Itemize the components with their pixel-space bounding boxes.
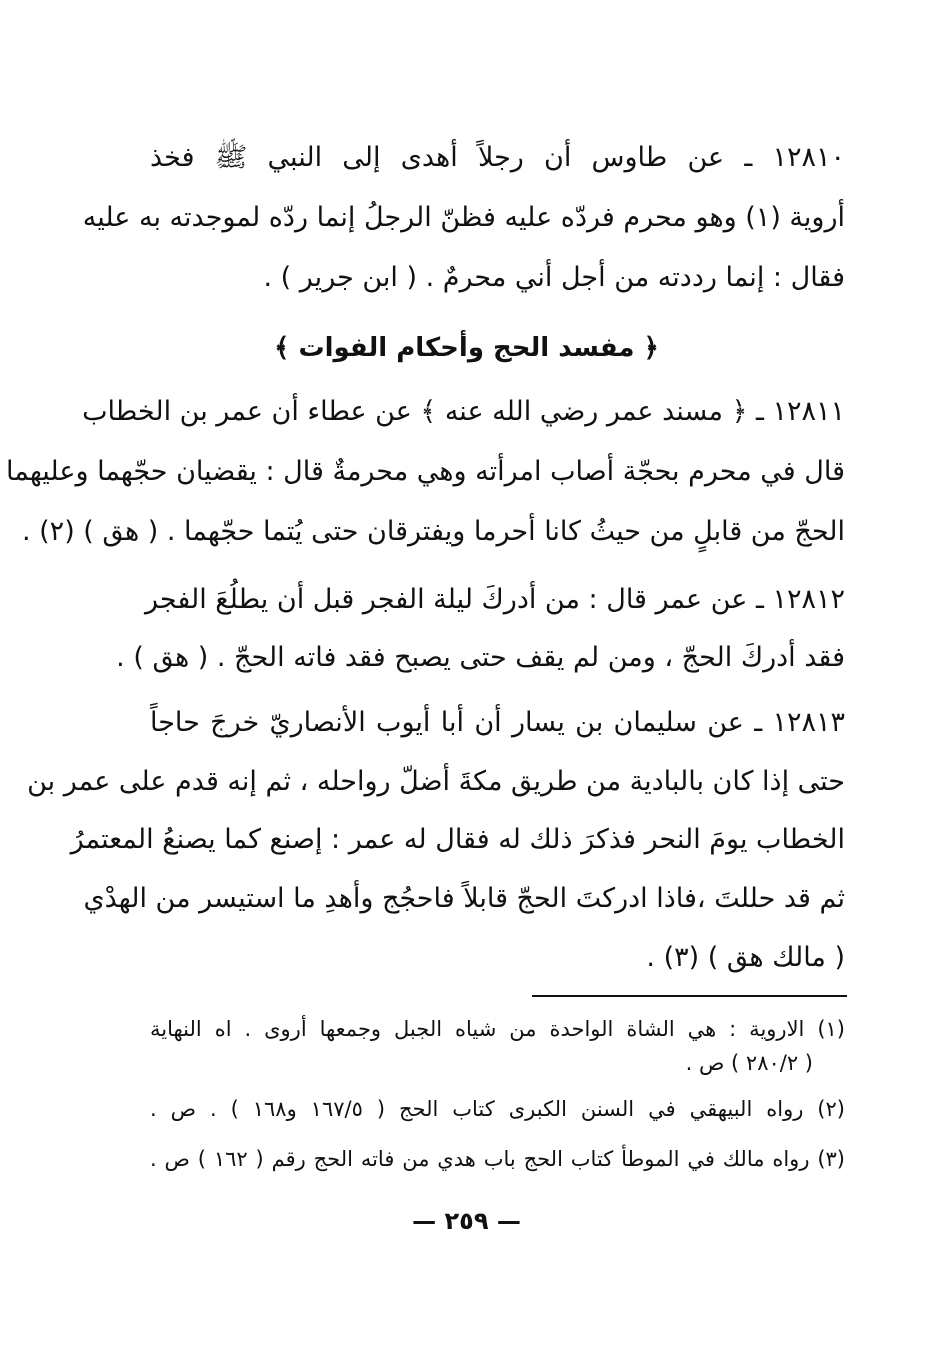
footnote-2: (٢) رواه البيهقي في السنن الكبرى كتاب الحج ( ١٦٧/٥ و١٦٨ ) . ص . (150, 1097, 845, 1121)
hadith-12812-line-1: ١٢٨١٢ ـ عن عمر قال : من أدركَ ليلة الفجر قبل أن يطلُعَ الفجر (145, 584, 845, 615)
hadith-12811-line-2: قال في محرم بحجّة أصاب امرأته وهي محرمةٌ قال : يقضيان حجّهما وعليهما (6, 456, 845, 487)
hadith-12810-line-2: أروية (١) وهو محرم فردّه عليه فظنّ الرجلُ إنما ردّه لموجدته به عليه (82, 202, 845, 233)
hadith-12812-line-2: فقد أدركَ الحجّ ، ومن لم يقف حتى يصبح فقد فاته الحجّ . ( هق ) . (116, 642, 845, 673)
page-number: — ٢٥٩ — (412, 1207, 521, 1235)
section-heading: ﴿ مفسد الحج وأحكام الفوات ﴾ (274, 333, 659, 363)
hadith-12813-line-4: ثم قد حللتَ ،فاذا ادركتَ الحجّ قابلاً فاحجُج وأهدِ ما استيسر من الهدْي (83, 883, 845, 914)
hadith-12810-line-1: ١٢٨١٠ ـ عن طاوس أن رجلاً أهدى إلى النبي ﷺ فخذ (150, 142, 845, 173)
hadith-12811-line-3: الحجّ من قابلٍ من حيثُ كانا أحرما ويفترقان حتى يُتما حجّهما . ( هق ) (٢) . (21, 516, 845, 547)
footnote-3: (٣) رواه مالك في الموطأ كتاب الحج باب هدي من فاته الحج رقم ( ١٦٢ ) ص . (150, 1147, 845, 1171)
hadith-12811-line-1: ١٢٨١١ ـ ﴿ مسند عمر رضي الله عنه ﴾ عن عطاء أن عمر بن الخطاب (82, 396, 845, 427)
hadith-12813-line-3: الخطاب يومَ النحر فذكرَ ذلك له فقال له عمر : إصنع كما يصنعُ المعتمرُ (70, 824, 845, 855)
hadith-12810-line-3: فقال : إنما رددته من أجل أني محرمٌ . ( ابن جرير ) . (263, 262, 845, 293)
footnote-1-line-2: ( ٢٨٠/٢ ) ص . (685, 1051, 813, 1075)
footnote-1-line-1: (١) الاروية : هي الشاة الواحدة من شياه الجبل وجمعها أروى . اه النهاية (150, 1017, 845, 1041)
hadith-12813-line-5: ( مالك هق ) (٣) . (646, 942, 845, 973)
footnote-separator (532, 995, 847, 997)
hadith-12813-line-2: حتى إذا كان بالبادية من طريق مكةَ أضلّ رواحله ، ثم إنه قدم على عمر بن (27, 766, 845, 797)
hadith-12813-line-1: ١٢٨١٣ ـ عن سليمان بن يسار أن أبا أيوب الأنصاريّ خرجَ حاجاً (150, 707, 845, 738)
